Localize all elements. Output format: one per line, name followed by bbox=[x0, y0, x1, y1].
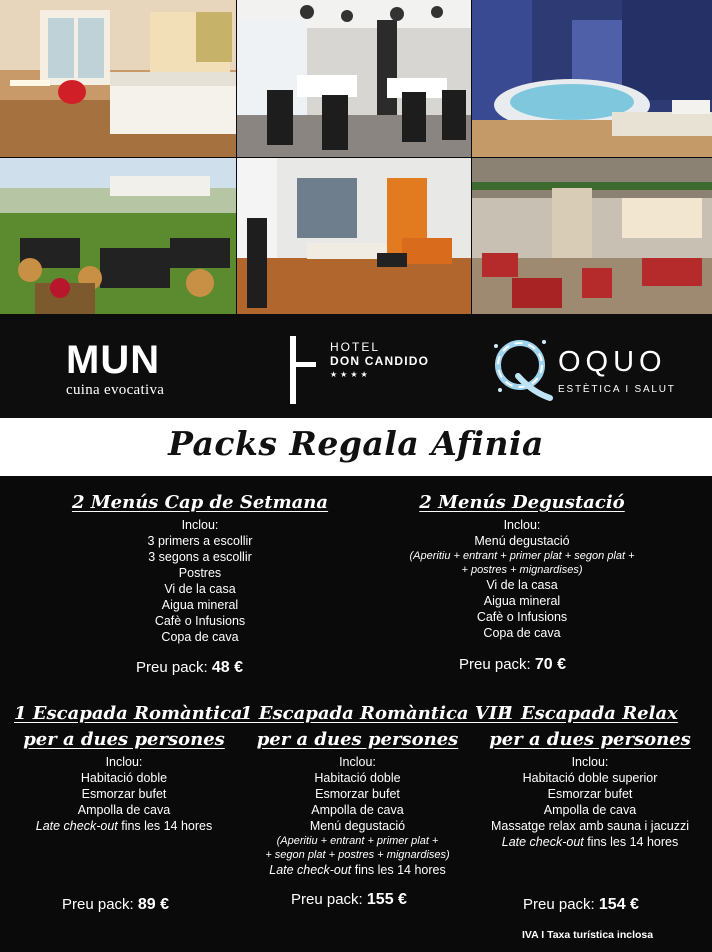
pack-menus-degustacio bbox=[372, 490, 672, 641]
photo-lobby bbox=[237, 158, 471, 314]
page-title: Packs Regala Afinia bbox=[168, 424, 544, 463]
list-item: Aigua mineral bbox=[483, 594, 561, 608]
list-item: Cafè o Infusions bbox=[476, 610, 568, 624]
list-item: Aigua mineral bbox=[161, 598, 239, 612]
price-label: Preu pack: bbox=[523, 896, 595, 913]
price-value: 154 € bbox=[598, 896, 639, 913]
late-checkout bbox=[240, 862, 475, 878]
menu-note: + segon plat + postres + mignardises) bbox=[265, 849, 450, 861]
pack-title-line2: per a dues persones bbox=[23, 729, 225, 750]
pack-price bbox=[523, 896, 639, 914]
pack-title-line1: 1 Escapada Romàntica bbox=[14, 703, 243, 724]
inclou-label: Inclou: bbox=[105, 755, 143, 769]
price-value: 89 € bbox=[137, 896, 170, 913]
pack-menus-cap-de-setmana bbox=[60, 490, 340, 645]
logo-band bbox=[0, 314, 712, 418]
list-item: Menú degustació bbox=[309, 819, 406, 833]
list-item: Postres bbox=[178, 566, 222, 580]
list-item: Ampolla de cava bbox=[311, 803, 404, 817]
pack-items bbox=[372, 517, 672, 641]
tax-note: IVA I Taxa turística inclosa bbox=[522, 929, 654, 941]
pack-escapada-romantica bbox=[14, 701, 243, 834]
list-item: Vi de la casa bbox=[164, 582, 236, 596]
menu-note: (Aperitiu + entrant + primer plat + bbox=[276, 835, 439, 847]
list-item: Cafè o Infusions bbox=[154, 614, 246, 628]
pack-price bbox=[459, 656, 566, 674]
list-item: Ampolla de cava bbox=[77, 803, 171, 817]
list-item: Vi de la casa bbox=[486, 578, 558, 592]
late-checkout bbox=[14, 818, 234, 834]
inclou-label: Inclou: bbox=[181, 518, 219, 532]
mun-logo bbox=[66, 340, 164, 399]
list-item: Esmorzar bufet bbox=[81, 787, 167, 801]
pack-items bbox=[240, 754, 475, 878]
pack-escapada-romantica-vip bbox=[240, 701, 511, 878]
list-item: Massatge relax amb sauna i jacuzzi bbox=[490, 819, 689, 833]
late-checkout-rest: fins les 14 hores bbox=[351, 863, 446, 877]
pack-price bbox=[62, 896, 169, 914]
photo-terrace bbox=[0, 158, 236, 314]
hotel-logo-name: DON CANDIDO bbox=[330, 354, 430, 368]
list-item: Ampolla de cava bbox=[543, 803, 637, 817]
list-item: Menú degustació bbox=[474, 534, 570, 548]
inclou-label: Inclou: bbox=[571, 755, 609, 769]
pack-escapada-relax bbox=[472, 701, 708, 850]
pack-title: 2 Menús Cap de Setmana bbox=[71, 492, 329, 513]
list-item: Habitació doble bbox=[314, 771, 401, 785]
water-q-icon bbox=[488, 332, 554, 402]
title-band bbox=[0, 418, 712, 476]
price-value: 155 € bbox=[366, 891, 407, 908]
oquo-logo-tagline: ESTÈTICA I SALUT bbox=[558, 384, 676, 395]
photo-spa-jacuzzi bbox=[472, 0, 712, 157]
pack-title-line1: 1 Escapada Relax bbox=[502, 703, 678, 724]
menu-note: + postres + mignardises) bbox=[461, 564, 583, 576]
hotel-logo-stars: ★★★★ bbox=[330, 370, 371, 379]
late-checkout-italic: Late check-out bbox=[35, 819, 118, 833]
list-item: Copa de cava bbox=[483, 626, 561, 640]
late-checkout-italic: Late check-out bbox=[501, 835, 584, 849]
hotel-mark-icon bbox=[290, 336, 316, 404]
late-checkout-rest: fins les 14 hores bbox=[583, 835, 679, 849]
pack-title: 2 Menús Degustació bbox=[419, 492, 625, 513]
pack-title-line1: 1 Escapada Romàntica VIP bbox=[240, 703, 511, 724]
list-item: 3 segons a escollir bbox=[148, 550, 252, 564]
photo-restaurant bbox=[237, 0, 471, 157]
price-value: 70 € bbox=[534, 656, 567, 673]
price-label: Preu pack: bbox=[291, 891, 363, 908]
photo-atrium bbox=[472, 158, 712, 314]
list-item: Esmorzar bufet bbox=[547, 787, 633, 801]
list-item: Copa de cava bbox=[161, 630, 239, 644]
list-item: 3 primers a escollir bbox=[147, 534, 253, 548]
pack-price bbox=[136, 659, 243, 677]
price-label: Preu pack: bbox=[459, 656, 531, 673]
inclou-label: Inclou: bbox=[339, 755, 376, 769]
mun-logo-title: MUN bbox=[66, 338, 161, 382]
late-checkout-rest: fins les 14 hores bbox=[117, 819, 213, 833]
pack-title-line2: per a dues persones bbox=[489, 729, 691, 750]
photo-hotel-room bbox=[0, 0, 236, 157]
price-label: Preu pack: bbox=[62, 896, 134, 913]
pack-items bbox=[60, 517, 340, 645]
price-value: 48 € bbox=[211, 659, 244, 676]
mun-logo-subtitle: cuina evocativa bbox=[66, 382, 165, 398]
inclou-label: Inclou: bbox=[503, 518, 541, 532]
pack-items bbox=[14, 754, 234, 834]
oquo-logo-name: OQUO bbox=[558, 346, 667, 378]
photo-grid bbox=[0, 0, 712, 314]
list-item: Esmorzar bufet bbox=[315, 787, 400, 801]
late-checkout bbox=[472, 834, 708, 850]
list-item: Habitació doble superior bbox=[522, 771, 658, 785]
pack-title-line2: per a dues persones bbox=[256, 729, 459, 750]
hotel-logo-line1: HOTEL bbox=[330, 340, 381, 354]
pack-items bbox=[472, 754, 708, 850]
menu-note: (Aperitiu + entrant + primer plat + segon plat + bbox=[409, 550, 635, 562]
list-item: Habitació doble bbox=[80, 771, 168, 785]
pack-price bbox=[291, 891, 407, 909]
price-label: Preu pack: bbox=[136, 659, 208, 676]
late-checkout-italic: Late check-out bbox=[269, 863, 352, 877]
